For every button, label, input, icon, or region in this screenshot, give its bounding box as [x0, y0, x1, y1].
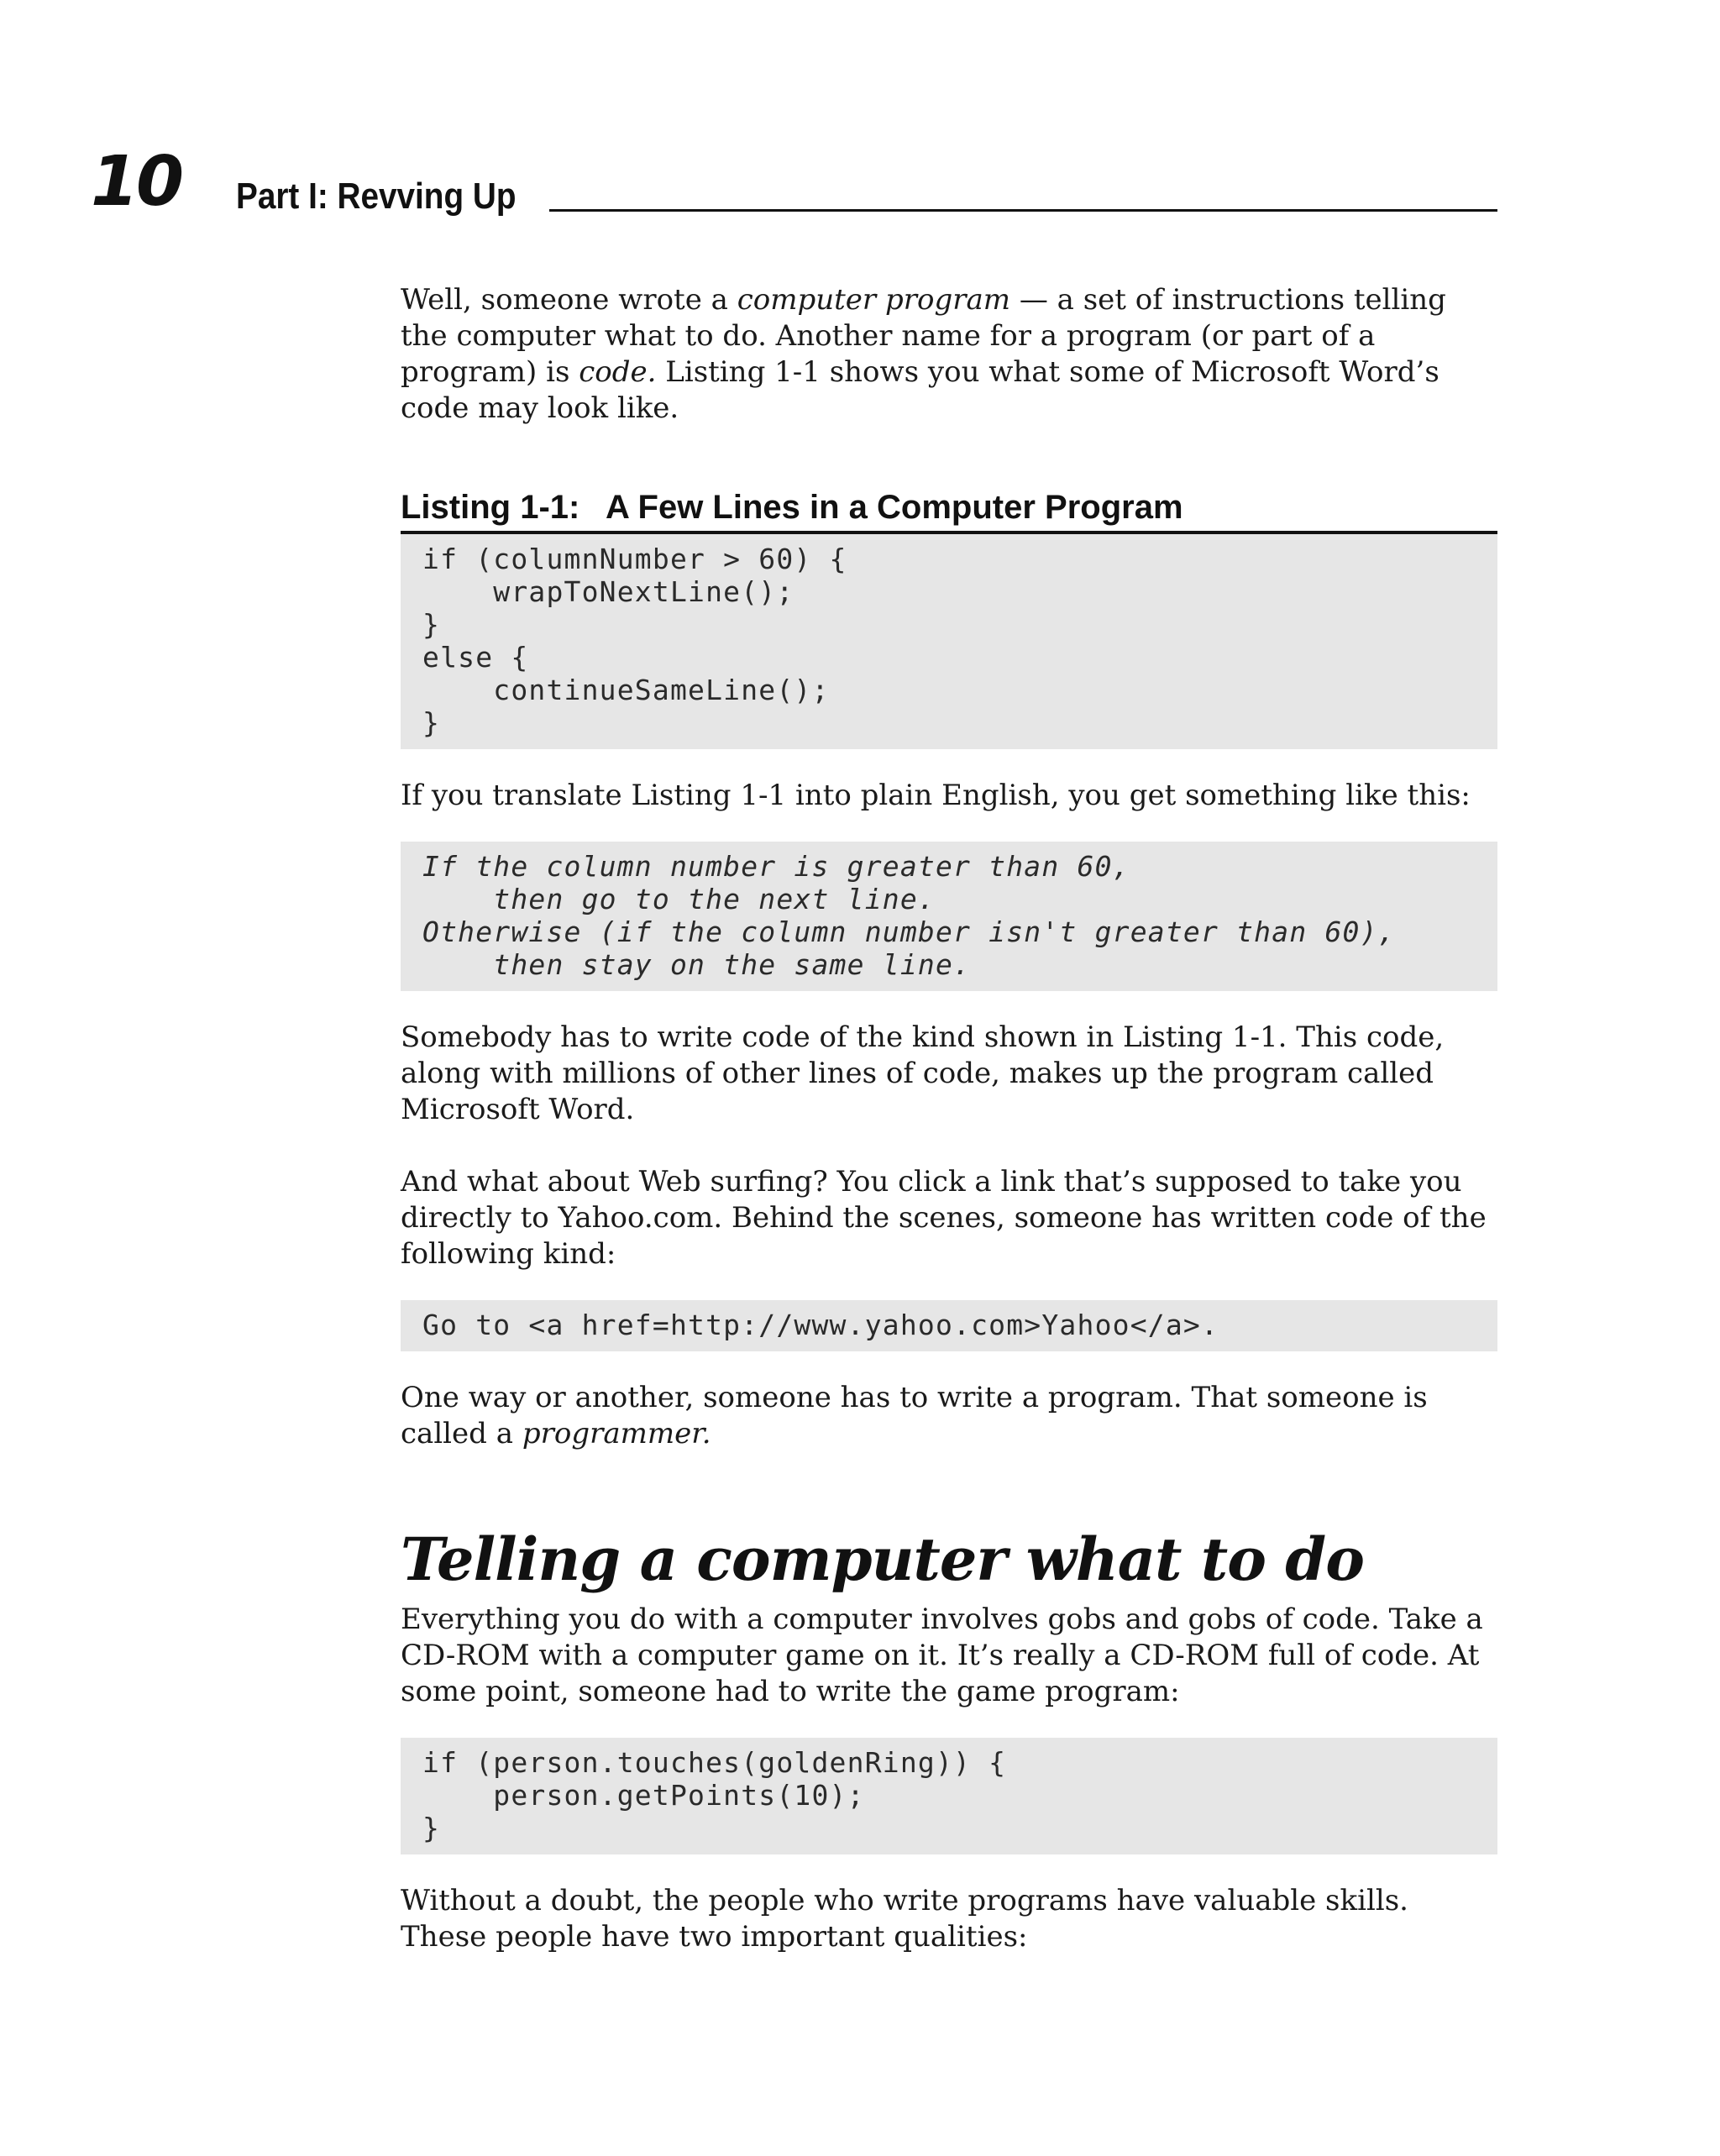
paragraph-text: One way or another, someone has to write a program. That someone is called a: [401, 1381, 1428, 1450]
listing-caption: [401, 487, 1497, 534]
plain-english-code-block: If the column number is greater than 60, then go to the next line. Otherwise (if the column number isn't greater than 60), then stay on the same line.: [401, 842, 1497, 991]
paragraph-translate: If you translate Listing 1-1 into plain English, you get something like this:: [401, 779, 1471, 812]
header-rule: [549, 209, 1497, 212]
emphasis-term: programmer.: [522, 1417, 711, 1450]
paragraph-programmer: [401, 1380, 1497, 1452]
paragraph-text: Listing 1-1 shows you what some of Microsoft Word’s code may look like.: [401, 355, 1439, 425]
yahoo-code-block: Go to <a href=http://www.yahoo.com>Yahoo</a>.: [401, 1300, 1497, 1351]
paragraph-web-surfing: And what about Web surfing? You click a link that’s supposed to take you directly to Yahoo.com. Behind the scenes, someone has written code of the following kind:: [401, 1165, 1487, 1271]
paragraph-text: — a set of instructions telling the computer what to do. Another name for a program (or part of a program) is: [401, 283, 1446, 389]
paragraph-somebody: Somebody has to write code of the kind shown in Listing 1-1. This code, along with millions of other lines of code, makes up the program called Microsoft Word.: [401, 1020, 1445, 1126]
emphasis-term: computer program: [737, 283, 1011, 317]
page-content: [401, 282, 1497, 1955]
section-heading: Telling a computer what to do: [401, 1524, 1364, 1594]
running-head: [236, 168, 1497, 218]
listing-code-block: if (columnNumber > 60) { wrapToNextLine(); } else { continueSameLine(); }: [401, 534, 1497, 749]
paragraph-skills: Without a doubt, the people who write programs have valuable skills. These people have two important qualities:: [401, 1884, 1408, 1954]
emphasis-term: code.: [579, 355, 657, 389]
paragraph-intro: [401, 282, 1497, 427]
listing-number: Listing 1-1:: [401, 489, 580, 526]
part-title: Part I: Revving Up: [236, 176, 517, 217]
paragraph-everything: Everything you do with a computer involves gobs and gobs of code. Take a CD-ROM with a computer game on it. It’s really a CD-ROM full of code. At some point, someone had to write the game program:: [401, 1603, 1483, 1708]
page-number: 10: [91, 142, 182, 222]
game-code-block: if (person.touches(goldenRing)) { person.getPoints(10); }: [401, 1738, 1497, 1854]
paragraph-text: Well, someone wrote a: [401, 283, 737, 317]
listing-title: A Few Lines in a Computer Program: [606, 489, 1183, 526]
